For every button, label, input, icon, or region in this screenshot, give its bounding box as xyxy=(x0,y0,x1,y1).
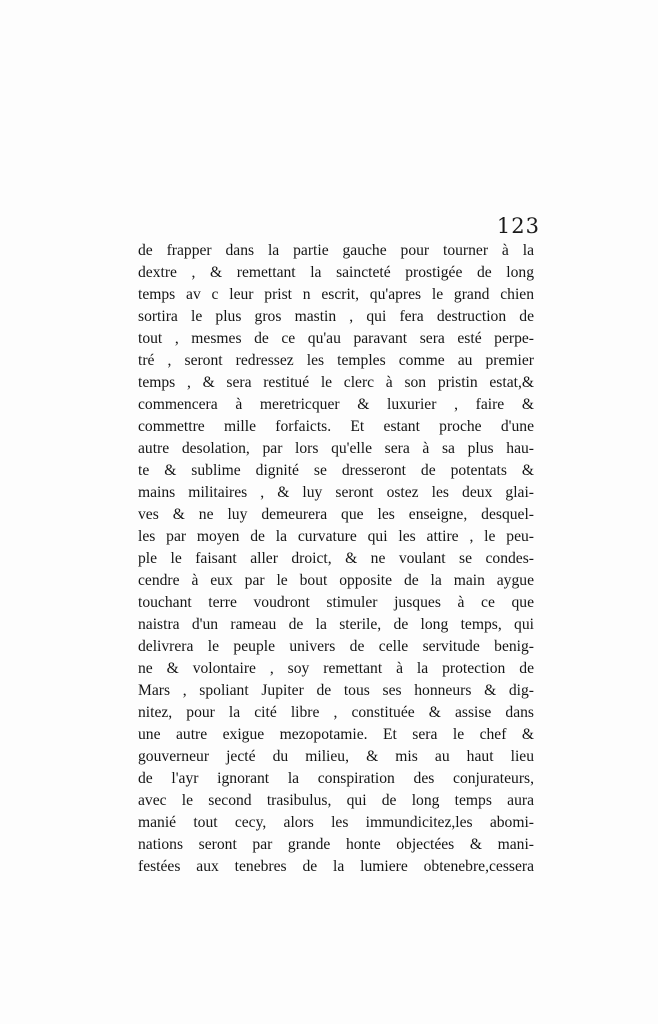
text-line: festées aux tenebres de la lumiere obtenebre,cessera xyxy=(138,858,534,875)
text-line: nitez, pour la cité libre , constituée & assise dans xyxy=(138,704,534,721)
text-line: gouverneur jecté du milieu, & mis au haut lieu xyxy=(138,748,534,765)
text-line: ne & volontaire , soy remettant à la protection de xyxy=(138,660,534,677)
text-line: une autre exigue mezopotamie. Et sera le chef & xyxy=(138,726,534,743)
text-line: temps av c leur prist n escrit, qu'apres le grand chien xyxy=(138,286,534,303)
text-line: nations seront par grande honte objectées & mani- xyxy=(138,836,534,853)
text-line: manié tout cecy, alors les immundicitez,les abomi- xyxy=(138,814,534,831)
body-text xyxy=(138,240,534,878)
text-line: naistra d'un rameau de la sterile, de long temps, qui xyxy=(138,616,534,633)
text-line: ple le faisant aller droict, & ne voulant se condes- xyxy=(138,550,534,567)
text-line: autre desolation, par lors qu'elle sera à sa plus hau- xyxy=(138,440,534,457)
page-number: 123 xyxy=(496,214,540,238)
text-line: commettre mille forfaicts. Et estant proche d'une xyxy=(138,418,534,435)
text-line: ves & ne luy demeurera que les enseigne, desquel- xyxy=(138,506,534,523)
text-line: avec le second trasibulus, qui de long temps aura xyxy=(138,792,534,809)
text-line: delivrera le peuple univers de celle servitude benig- xyxy=(138,638,534,655)
text-line: les par moyen de la curvature qui les attire , le peu- xyxy=(138,528,534,545)
text-line: te & sublime dignité se dresseront de potentats & xyxy=(138,462,534,479)
text-line: touchant terre voudront stimuler jusques à ce que xyxy=(138,594,534,611)
text-line: commencera à meretricquer & luxurier , faire & xyxy=(138,396,534,413)
text-line: tout , mesmes de ce qu'au paravant sera esté perpe- xyxy=(138,330,534,347)
text-line: de l'ayr ignorant la conspiration des conjurateurs, xyxy=(138,770,534,787)
text-line: cendre à eux par le bout opposite de la main aygue xyxy=(138,572,534,589)
text-line: dextre , & remettant la saincteté prostigée de long xyxy=(138,264,534,281)
text-line: Mars , spoliant Jupiter de tous ses honneurs & dig- xyxy=(138,682,534,699)
text-line: mains militaires , & luy seront ostez les deux glai- xyxy=(138,484,534,501)
text-line: temps , & sera restitué le clerc à son pristin estat,& xyxy=(138,374,534,391)
text-line: de frapper dans la partie gauche pour tourner à la xyxy=(138,242,534,259)
text-line: tré , seront redressez les temples comme au premier xyxy=(138,352,534,369)
text-line: sortira le plus gros mastin , qui fera destruction de xyxy=(138,308,534,325)
